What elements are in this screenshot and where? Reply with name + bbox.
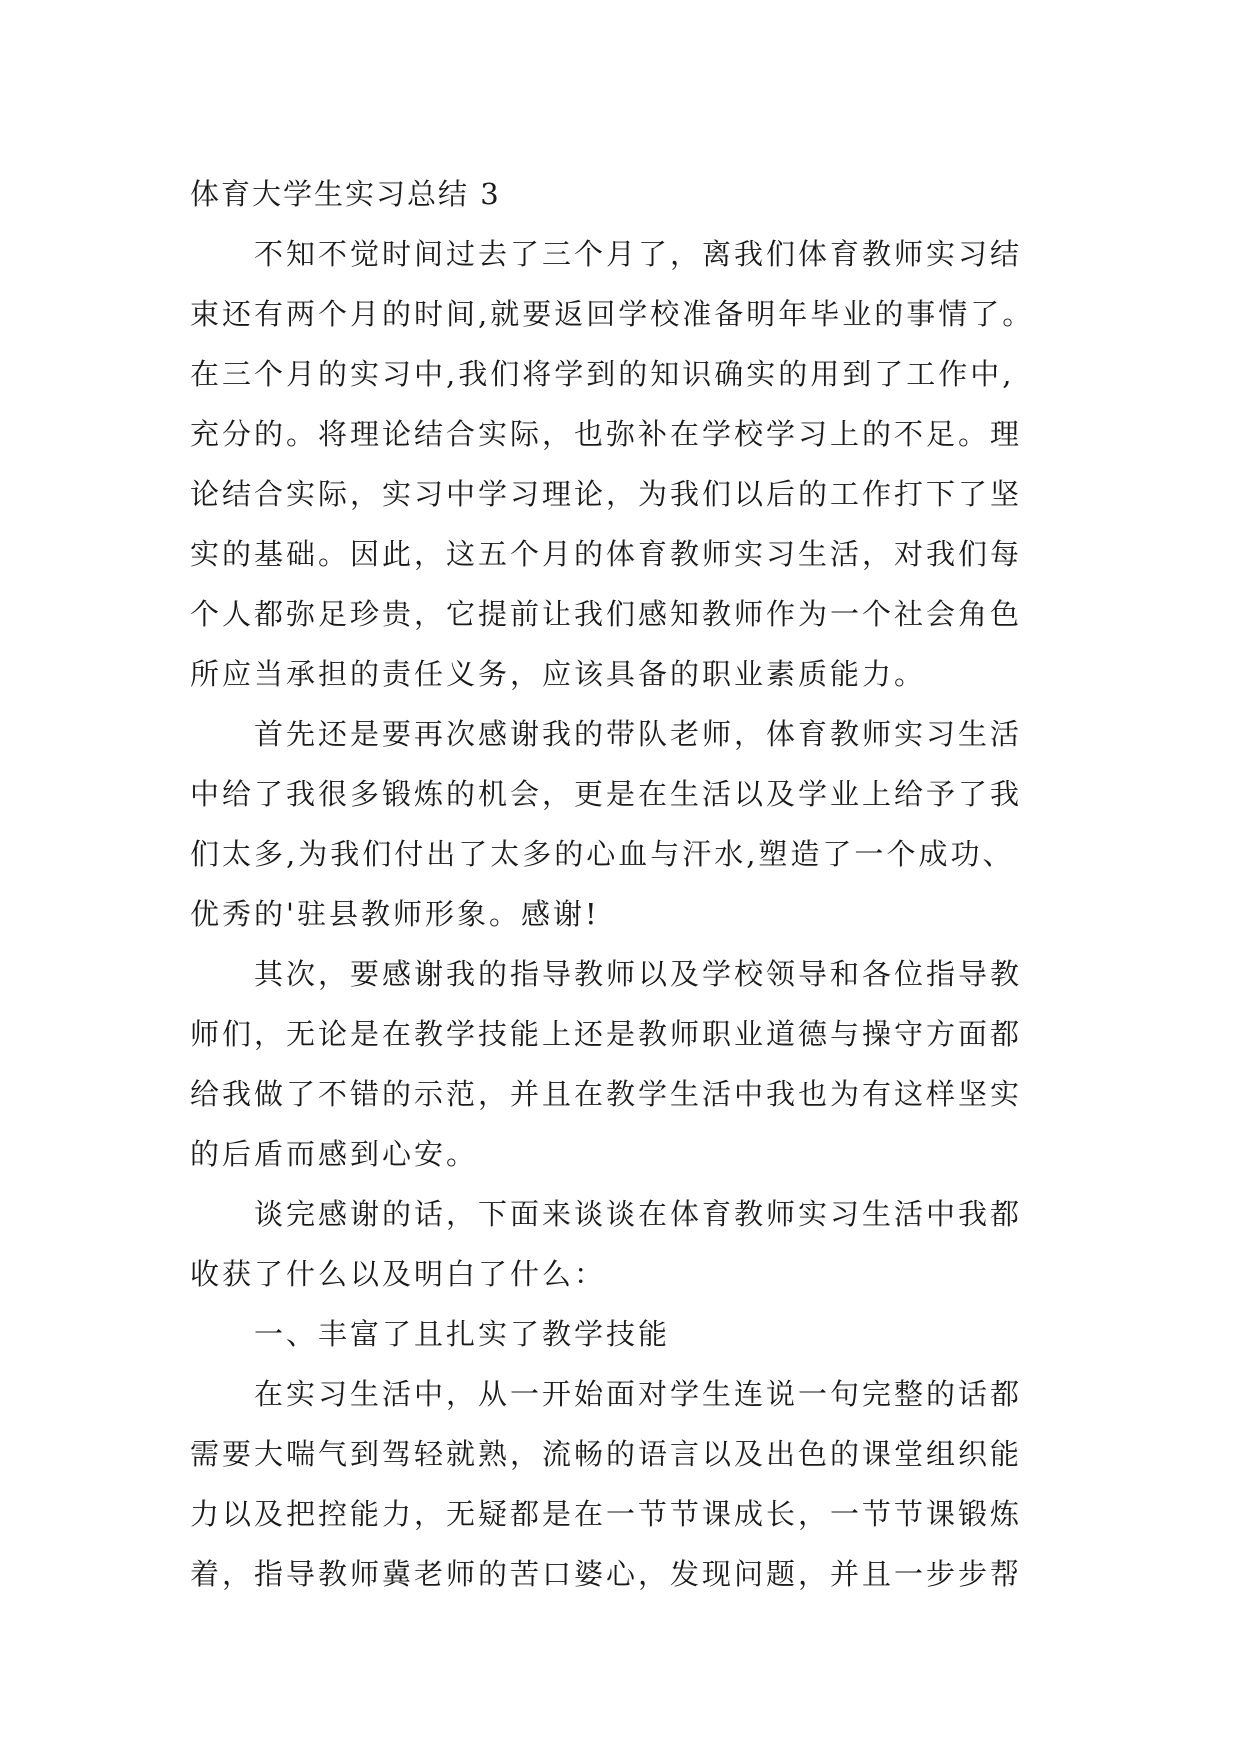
text-line: 在实习生活中，从一开始面对学生连说一句完整的话都 [254, 1377, 1023, 1411]
text-line: 其次，要感谢我的指导教师以及学校领导和各位指导教 [254, 957, 1023, 991]
text-line: 论结合实际，实习中学习理论，为我们以后的工作打下了坚 [190, 477, 1023, 511]
text-line: 一、丰富了且扎实了教学技能 [254, 1317, 671, 1351]
text-line: 需要大喘气到驾轻就熟，流畅的语言以及出色的课堂组织能 [190, 1437, 1023, 1471]
text-line: 首先还是要再次感谢我的带队老师，体育教师实习生活 [254, 717, 1023, 751]
text-line: 个人都弥足珍贵，它提前让我们感知教师作为一个社会角色 [190, 597, 1023, 631]
document-lines [190, 224, 1090, 1604]
text-line: 的后盾而感到心安。 [190, 1137, 479, 1171]
text-line: 着，指导教师冀老师的苦口婆心，发现问题，并且一步步帮 [190, 1557, 1023, 1591]
text-line: 力以及把控能力，无疑都是在一节节课成长，一节节课锻炼 [190, 1497, 1023, 1531]
text-line: 不知不觉时间过去了三个月了，离我们体育教师实习结 [254, 237, 1023, 271]
text-line: 们太多,为我们付出了太多的心血与汗水,塑造了一个成功、 [190, 837, 1015, 871]
text-line: 谈完感谢的话，下面来谈谈在体育教师实习生活中我都 [254, 1197, 1023, 1231]
text-line: 充分的。将理论结合实际，也弥补在学校学习上的不足。理 [190, 417, 1023, 451]
text-line: 在三个月的实习中,我们将学到的知识确实的用到了工作中, [190, 357, 1015, 391]
text-line: 师们，无论是在教学技能上还是教师职业道德与操守方面都 [190, 1017, 1023, 1051]
text-line: 收获了什么以及明白了什么： [190, 1257, 607, 1291]
document-body [190, 164, 1090, 1604]
text-line: 给我做了不错的示范，并且在教学生活中我也为有这样坚实 [190, 1077, 1023, 1111]
document-title: 体育大学生实习总结 3 [190, 177, 501, 211]
text-line: 优秀的'驻县教师形象。感谢! [190, 897, 600, 931]
text-line: 实的基础。因此，这五个月的体育教师实习生活，对我们每 [190, 537, 1023, 571]
text-line: 中给了我很多锻炼的机会，更是在生活以及学业上给予了我 [190, 777, 1023, 811]
text-line: 所应当承担的责任义务，应该具备的职业素质能力。 [190, 657, 927, 691]
text-line: 束还有两个月的时间,就要返回学校准备明年毕业的事情了。 [190, 297, 1035, 331]
